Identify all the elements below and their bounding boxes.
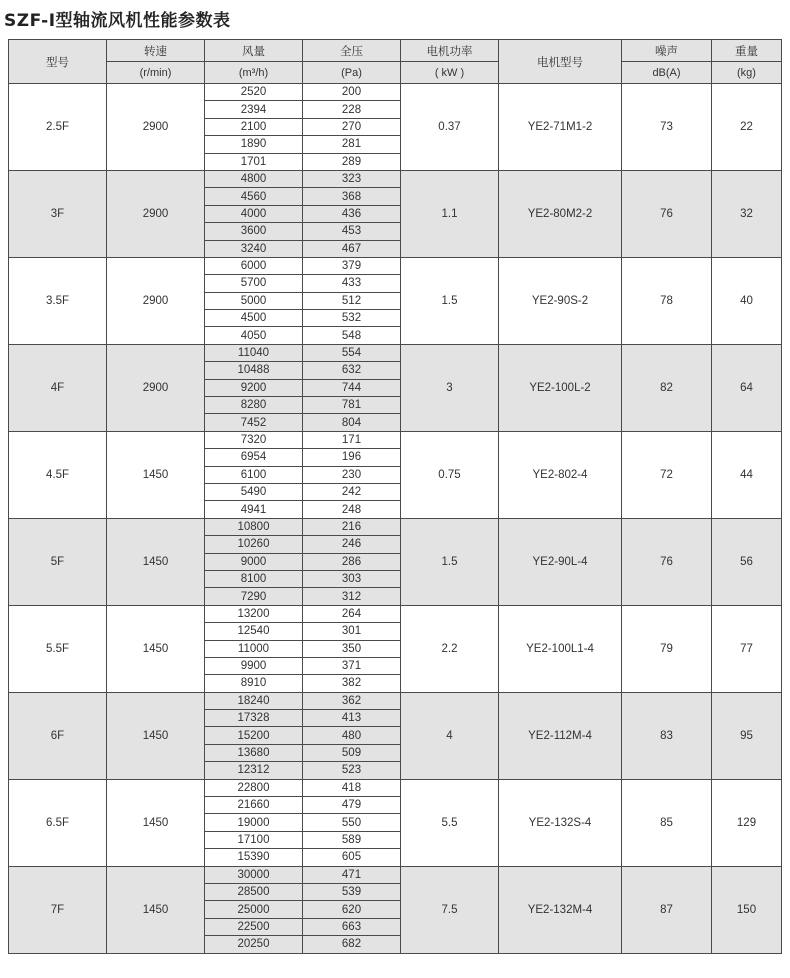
speed-cell: 1450: [107, 605, 205, 692]
power-cell: 3: [401, 344, 499, 431]
speed-cell: 1450: [107, 431, 205, 518]
pressure-cell: 605: [303, 849, 401, 866]
pressure-cell: 554: [303, 344, 401, 361]
noise-cell: 82: [622, 344, 712, 431]
motor-cell: YE2-112M-4: [499, 692, 622, 779]
table-row: [9, 866, 782, 883]
header-noise-unit: dB(A): [622, 62, 712, 84]
header-speed: 转速: [107, 40, 205, 62]
power-cell: 2.2: [401, 605, 499, 692]
noise-cell: 72: [622, 431, 712, 518]
noise-cell: 73: [622, 84, 712, 171]
header-weight: 重量: [712, 40, 782, 62]
flow-cell: 12312: [205, 762, 303, 779]
speed-cell: 2900: [107, 344, 205, 431]
flow-cell: 3240: [205, 240, 303, 257]
header-flow: 风量: [205, 40, 303, 62]
flow-cell: 4500: [205, 310, 303, 327]
flow-cell: 4560: [205, 188, 303, 205]
pressure-cell: 632: [303, 362, 401, 379]
flow-cell: 8280: [205, 397, 303, 414]
pressure-cell: 433: [303, 275, 401, 292]
flow-cell: 1701: [205, 153, 303, 170]
flow-cell: 4941: [205, 501, 303, 518]
flow-cell: 17100: [205, 831, 303, 848]
pressure-cell: 242: [303, 483, 401, 500]
table-header: [9, 40, 782, 84]
weight-cell: 32: [712, 170, 782, 257]
noise-cell: 76: [622, 518, 712, 605]
flow-cell: 9900: [205, 657, 303, 674]
pressure-cell: 663: [303, 918, 401, 935]
speed-cell: 2900: [107, 170, 205, 257]
pressure-cell: 436: [303, 205, 401, 222]
pressure-cell: 620: [303, 901, 401, 918]
weight-cell: 129: [712, 779, 782, 866]
flow-cell: 3600: [205, 223, 303, 240]
flow-cell: 4050: [205, 327, 303, 344]
pressure-cell: 323: [303, 170, 401, 187]
pressure-cell: 264: [303, 605, 401, 622]
header-flow-unit: (m³/h): [205, 62, 303, 84]
pressure-cell: 539: [303, 883, 401, 900]
pressure-cell: 362: [303, 692, 401, 709]
flow-cell: 11040: [205, 344, 303, 361]
noise-cell: 83: [622, 692, 712, 779]
pressure-cell: 453: [303, 223, 401, 240]
page-title: SZF-I型轴流风机性能参数表: [4, 11, 231, 31]
model-cell: 5.5F: [9, 605, 107, 692]
speed-cell: 2900: [107, 84, 205, 171]
flow-cell: 18240: [205, 692, 303, 709]
power-cell: 7.5: [401, 866, 499, 953]
power-cell: 1.5: [401, 518, 499, 605]
pressure-cell: 523: [303, 762, 401, 779]
table-row: [9, 344, 782, 361]
pressure-cell: 371: [303, 657, 401, 674]
motor-cell: YE2-100L-2: [499, 344, 622, 431]
motor-cell: YE2-132M-4: [499, 866, 622, 953]
pressure-cell: 682: [303, 936, 401, 953]
pressure-cell: 350: [303, 640, 401, 657]
pressure-cell: 248: [303, 501, 401, 518]
pressure-cell: 171: [303, 431, 401, 448]
header-motor: 电机型号: [499, 40, 622, 84]
header-pressure-unit: (Pa): [303, 62, 401, 84]
motor-cell: YE2-90L-4: [499, 518, 622, 605]
pressure-cell: 804: [303, 414, 401, 431]
pressure-cell: 379: [303, 257, 401, 274]
pressure-cell: 413: [303, 710, 401, 727]
pressure-cell: 301: [303, 623, 401, 640]
flow-cell: 6954: [205, 449, 303, 466]
weight-cell: 77: [712, 605, 782, 692]
table-row: [9, 431, 782, 448]
weight-cell: 22: [712, 84, 782, 171]
pressure-cell: 382: [303, 675, 401, 692]
flow-cell: 8910: [205, 675, 303, 692]
flow-cell: 9000: [205, 553, 303, 570]
flow-cell: 8100: [205, 570, 303, 587]
speed-cell: 1450: [107, 779, 205, 866]
flow-cell: 1890: [205, 136, 303, 153]
pressure-cell: 509: [303, 744, 401, 761]
power-cell: 1.1: [401, 170, 499, 257]
flow-cell: 10260: [205, 536, 303, 553]
speed-cell: 2900: [107, 257, 205, 344]
motor-cell: YE2-100L1-4: [499, 605, 622, 692]
model-cell: 3.5F: [9, 257, 107, 344]
flow-cell: 22800: [205, 779, 303, 796]
power-cell: 4: [401, 692, 499, 779]
flow-cell: 4000: [205, 205, 303, 222]
header-noise: 噪声: [622, 40, 712, 62]
flow-cell: 6100: [205, 466, 303, 483]
pressure-cell: 230: [303, 466, 401, 483]
pressure-cell: 532: [303, 310, 401, 327]
flow-cell: 10800: [205, 518, 303, 535]
table-row: [9, 257, 782, 274]
table-row: [9, 518, 782, 535]
table-row: [9, 84, 782, 101]
speed-cell: 1450: [107, 866, 205, 953]
header-weight-unit: (kg): [712, 62, 782, 84]
power-cell: 1.5: [401, 257, 499, 344]
pressure-cell: 781: [303, 397, 401, 414]
flow-cell: 5700: [205, 275, 303, 292]
header-pressure: 全压: [303, 40, 401, 62]
model-cell: 4F: [9, 344, 107, 431]
table-row: [9, 779, 782, 796]
noise-cell: 78: [622, 257, 712, 344]
header-power: 电机功率: [401, 40, 499, 62]
power-cell: 0.75: [401, 431, 499, 518]
pressure-cell: 228: [303, 101, 401, 118]
power-cell: 5.5: [401, 779, 499, 866]
pressure-cell: 512: [303, 292, 401, 309]
fan-spec-table: [8, 39, 782, 954]
pressure-cell: 418: [303, 779, 401, 796]
flow-cell: 17328: [205, 710, 303, 727]
flow-cell: 2100: [205, 118, 303, 135]
flow-cell: 13680: [205, 744, 303, 761]
table-row: [9, 170, 782, 187]
pressure-cell: 286: [303, 553, 401, 570]
pressure-cell: 281: [303, 136, 401, 153]
pressure-cell: 270: [303, 118, 401, 135]
flow-cell: 21660: [205, 797, 303, 814]
pressure-cell: 196: [303, 449, 401, 466]
model-cell: 3F: [9, 170, 107, 257]
flow-cell: 19000: [205, 814, 303, 831]
flow-cell: 11000: [205, 640, 303, 657]
flow-cell: 15200: [205, 727, 303, 744]
weight-cell: 56: [712, 518, 782, 605]
flow-cell: 25000: [205, 901, 303, 918]
header-model: 型号: [9, 40, 107, 84]
flow-cell: 20250: [205, 936, 303, 953]
flow-cell: 13200: [205, 605, 303, 622]
weight-cell: 64: [712, 344, 782, 431]
pressure-cell: 548: [303, 327, 401, 344]
speed-cell: 1450: [107, 692, 205, 779]
motor-cell: YE2-132S-4: [499, 779, 622, 866]
pressure-cell: 589: [303, 831, 401, 848]
flow-cell: 7452: [205, 414, 303, 431]
flow-cell: 28500: [205, 883, 303, 900]
header-power-unit: ( kW ): [401, 62, 499, 84]
flow-cell: 9200: [205, 379, 303, 396]
weight-cell: 150: [712, 866, 782, 953]
flow-cell: 4800: [205, 170, 303, 187]
noise-cell: 76: [622, 170, 712, 257]
flow-cell: 2520: [205, 84, 303, 101]
flow-cell: 7320: [205, 431, 303, 448]
flow-cell: 7290: [205, 588, 303, 605]
motor-cell: YE2-80M2-2: [499, 170, 622, 257]
weight-cell: 95: [712, 692, 782, 779]
table-body: [9, 84, 782, 954]
flow-cell: 30000: [205, 866, 303, 883]
table-row: [9, 692, 782, 709]
pressure-cell: 467: [303, 240, 401, 257]
flow-cell: 10488: [205, 362, 303, 379]
noise-cell: 85: [622, 779, 712, 866]
speed-cell: 1450: [107, 518, 205, 605]
pressure-cell: 303: [303, 570, 401, 587]
power-cell: 0.37: [401, 84, 499, 171]
pressure-cell: 368: [303, 188, 401, 205]
pressure-cell: 479: [303, 797, 401, 814]
weight-cell: 40: [712, 257, 782, 344]
flow-cell: 22500: [205, 918, 303, 935]
motor-cell: YE2-71M1-2: [499, 84, 622, 171]
flow-cell: 5490: [205, 483, 303, 500]
model-cell: 6F: [9, 692, 107, 779]
pressure-cell: 550: [303, 814, 401, 831]
model-cell: 5F: [9, 518, 107, 605]
pressure-cell: 480: [303, 727, 401, 744]
header-speed-unit: (r/min): [107, 62, 205, 84]
pressure-cell: 312: [303, 588, 401, 605]
flow-cell: 2394: [205, 101, 303, 118]
pressure-cell: 200: [303, 84, 401, 101]
pressure-cell: 744: [303, 379, 401, 396]
model-cell: 6.5F: [9, 779, 107, 866]
noise-cell: 79: [622, 605, 712, 692]
weight-cell: 44: [712, 431, 782, 518]
pressure-cell: 289: [303, 153, 401, 170]
flow-cell: 15390: [205, 849, 303, 866]
pressure-cell: 471: [303, 866, 401, 883]
model-cell: 4.5F: [9, 431, 107, 518]
motor-cell: YE2-90S-2: [499, 257, 622, 344]
flow-cell: 5000: [205, 292, 303, 309]
model-cell: 2.5F: [9, 84, 107, 171]
flow-cell: 6000: [205, 257, 303, 274]
pressure-cell: 216: [303, 518, 401, 535]
pressure-cell: 246: [303, 536, 401, 553]
model-cell: 7F: [9, 866, 107, 953]
table-row: [9, 605, 782, 622]
noise-cell: 87: [622, 866, 712, 953]
motor-cell: YE2-802-4: [499, 431, 622, 518]
flow-cell: 12540: [205, 623, 303, 640]
